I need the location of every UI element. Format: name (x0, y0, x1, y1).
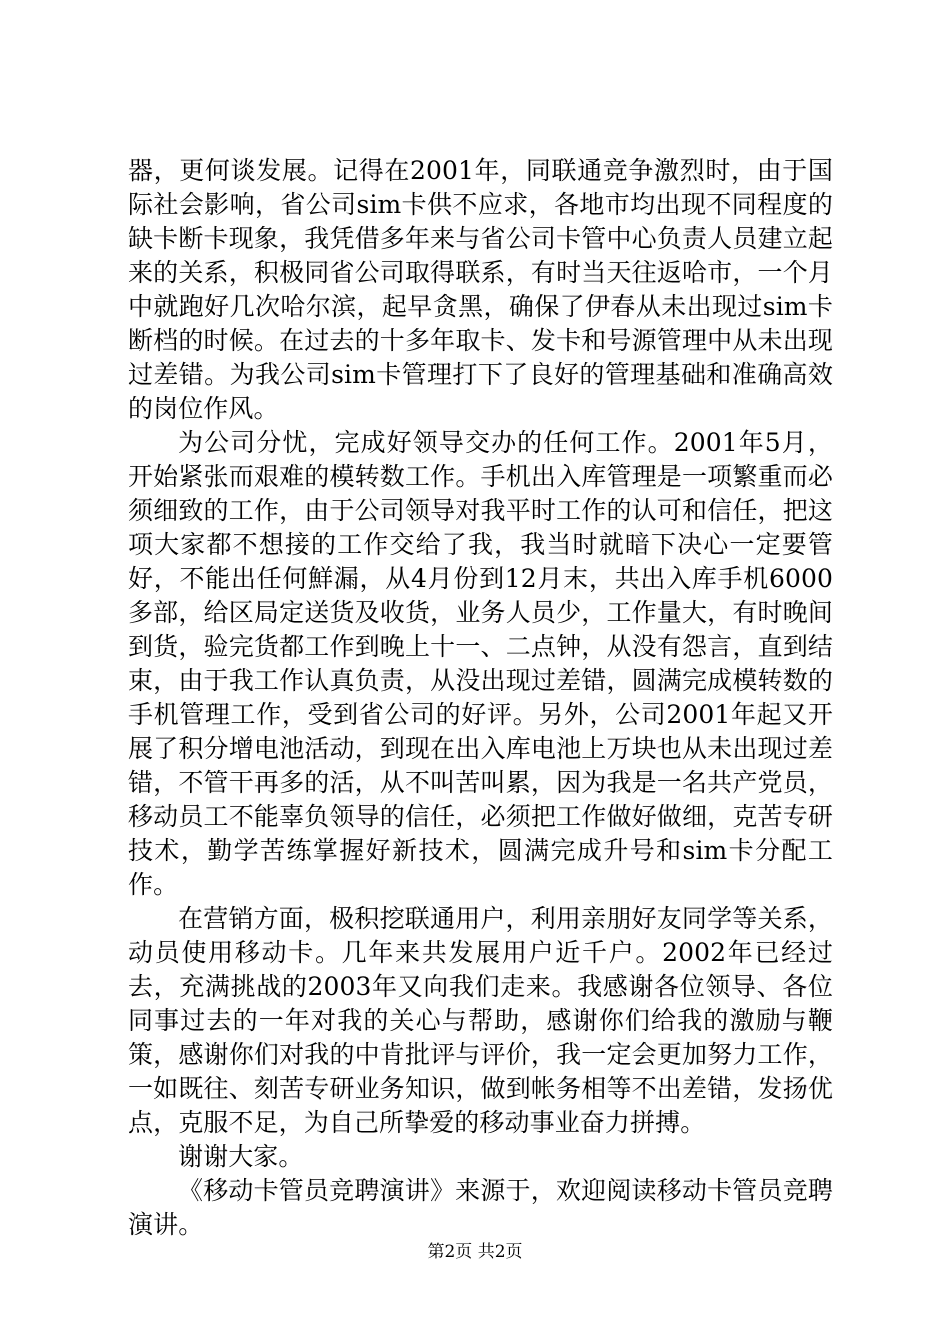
page-footer: 第2页 共2页 (427, 1242, 523, 1262)
paragraph-2: 为公司分忧，完成好领导交办的任何工作。2001年5月，开始紧张而艰难的模转数工作。手机出入库管理是一项繁重而必须细致的工作，由于公司领导对我平时工作的认可和信任，把这项大家都不想接的工作交给了我，我当时就暗下决心一定要管好，不能出任何鮮漏，从4月份到12月末，共出入库手机6000多部，给区局定送货及收货，业务人员少，工作量大，有时晚间到货，验完货都工作到晚上十一、二点钟，从没有怨言，直到结束，由于我工作认真负责，从没出现过差错，圆满完成模转数的手机管理工作，受到省公司的好评。另外，公司2001年起又开展了积分增电池活动，到现在出入库电池上万块也从未出现过差错，不管干再多的活，从不叫苦叫累，因为我是一名共产党员，移动员工不能辜负领导的信任，必须把工作做好做细，克苦专研技术，勤学苦练掌握好新技术，圆满完成升号和sim卡分配工作。 (128, 428, 833, 899)
paragraph-3: 在营销方面，极积挖联通用户，利用亲朋好友同学等关系，动员使用移动卡。几年来共发展用户近千户。2002年已经过去，充满挑战的2003年又向我们走来。我感谢各位领导、各位同事过去的一年对我的关心与帮助，感谢你们给我的激励与鞭策，感谢你们对我的中肯批评与评价，我一定会更加努力工作，一如既往、刻苦专研业务知识，做到帐务相等不出差错，发扬优点，克服不足，为自己所挚爱的移动事业奋力拼搏。 (128, 904, 833, 1137)
paragraph-4: 谢谢大家。 (178, 1142, 304, 1171)
paragraph-1: 器，更何谈发展。记得在2001年，同联通竞争激烈时，由于国际社会影响，省公司sim卡供不应求，各地市均出现不同程度的缺卡断卡现象，我凭借多年来与省公司卡管中心负责人员建立起来的关系，积极同省公司取得联系，有时当天往返哈市，一个月中就跑好几次哈尔滨，起早贪黑，确保了伊春从未出现过sim卡断档的时候。在过去的十多年取卡、发卡和号源管理中从未出现过差错。为我公司sim卡管理打下了良好的管理基础和准确高效的岗位作风。 (128, 156, 833, 423)
paragraph-5: 《移动卡管员竞聘演讲》来源于，欢迎阅读移动卡管员竞聘演讲。 (128, 1176, 833, 1239)
document-body (128, 154, 833, 1242)
